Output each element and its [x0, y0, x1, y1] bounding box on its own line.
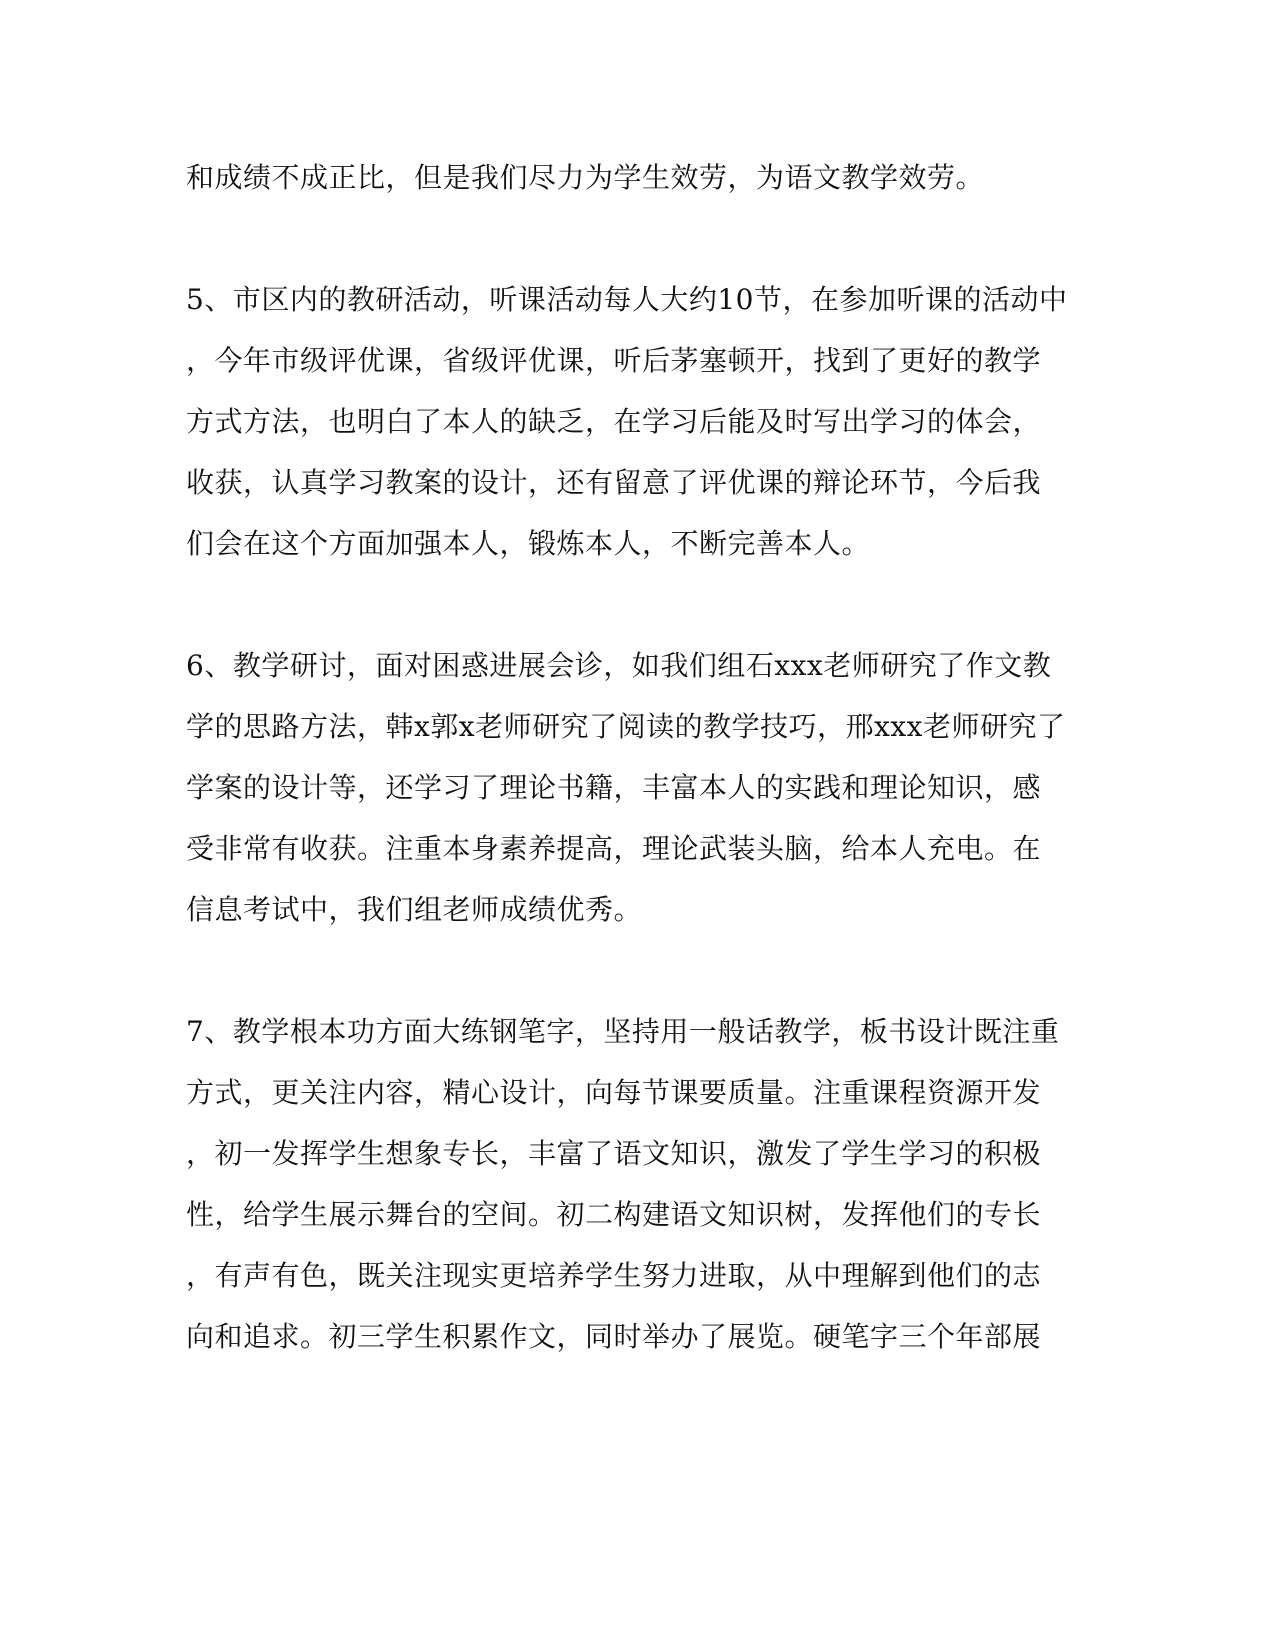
text-line: 方式，更关注内容，精心设计，向每节课要质量。注重课程资源开发	[186, 1076, 1042, 1109]
text-line: 们会在这个方面加强本人，锻炼本人，不断完善本人。	[186, 527, 871, 560]
text-line: 学的思路方法，韩x郭x老师研究了阅读的教学技巧，邢xxx老师研究了	[186, 710, 1066, 743]
text-line: 信息考试中，我们组老师成绩优秀。	[186, 893, 643, 926]
text-line: 7、教学根本功方面大练钢笔字，坚持用一般话教学，板书设计既注重	[186, 1015, 1060, 1048]
text-line: 学案的设计等，还学习了理论书籍，丰富本人的实践和理论知识，感	[186, 771, 1042, 804]
text-line: 6、教学研讨，面对困惑进展会诊，如我们组石xxx老师研究了作文教	[186, 649, 1052, 682]
text-line: 5、市区内的教研活动，听课活动每人大约10节，在参加听课的活动中	[186, 283, 1068, 316]
text-line: 受非常有收获。注重本身素养提高，理论武装头脑，给本人充电。在	[186, 832, 1042, 865]
text-line: 方式方法，也明白了本人的缺乏，在学习后能及时写出学习的体会，	[186, 405, 1042, 438]
text-line: 和成绩不成正比，但是我们尽力为学生效劳，为语文教学效劳。	[186, 161, 985, 194]
text-line: ，初一发挥学生想象专长，丰富了语文知识，激发了学生学习的积极	[186, 1137, 1042, 1170]
text-line: 性，给学生展示舞台的空间。初二构建语文知识树，发挥他们的专长	[186, 1198, 1042, 1231]
text-line: ，有声有色，既关注现实更培养学生努力进取，从中理解到他们的志	[186, 1259, 1042, 1292]
text-line: ，今年市级评优课，省级评优课，听后茅塞顿开，找到了更好的教学	[186, 344, 1042, 377]
text-line: 收获，认真学习教案的设计，还有留意了评优课的辩论环节，今后我	[186, 466, 1042, 499]
text-line: 向和追求。初三学生积累作文，同时举办了展览。硬笔字三个年部展	[186, 1320, 1042, 1353]
